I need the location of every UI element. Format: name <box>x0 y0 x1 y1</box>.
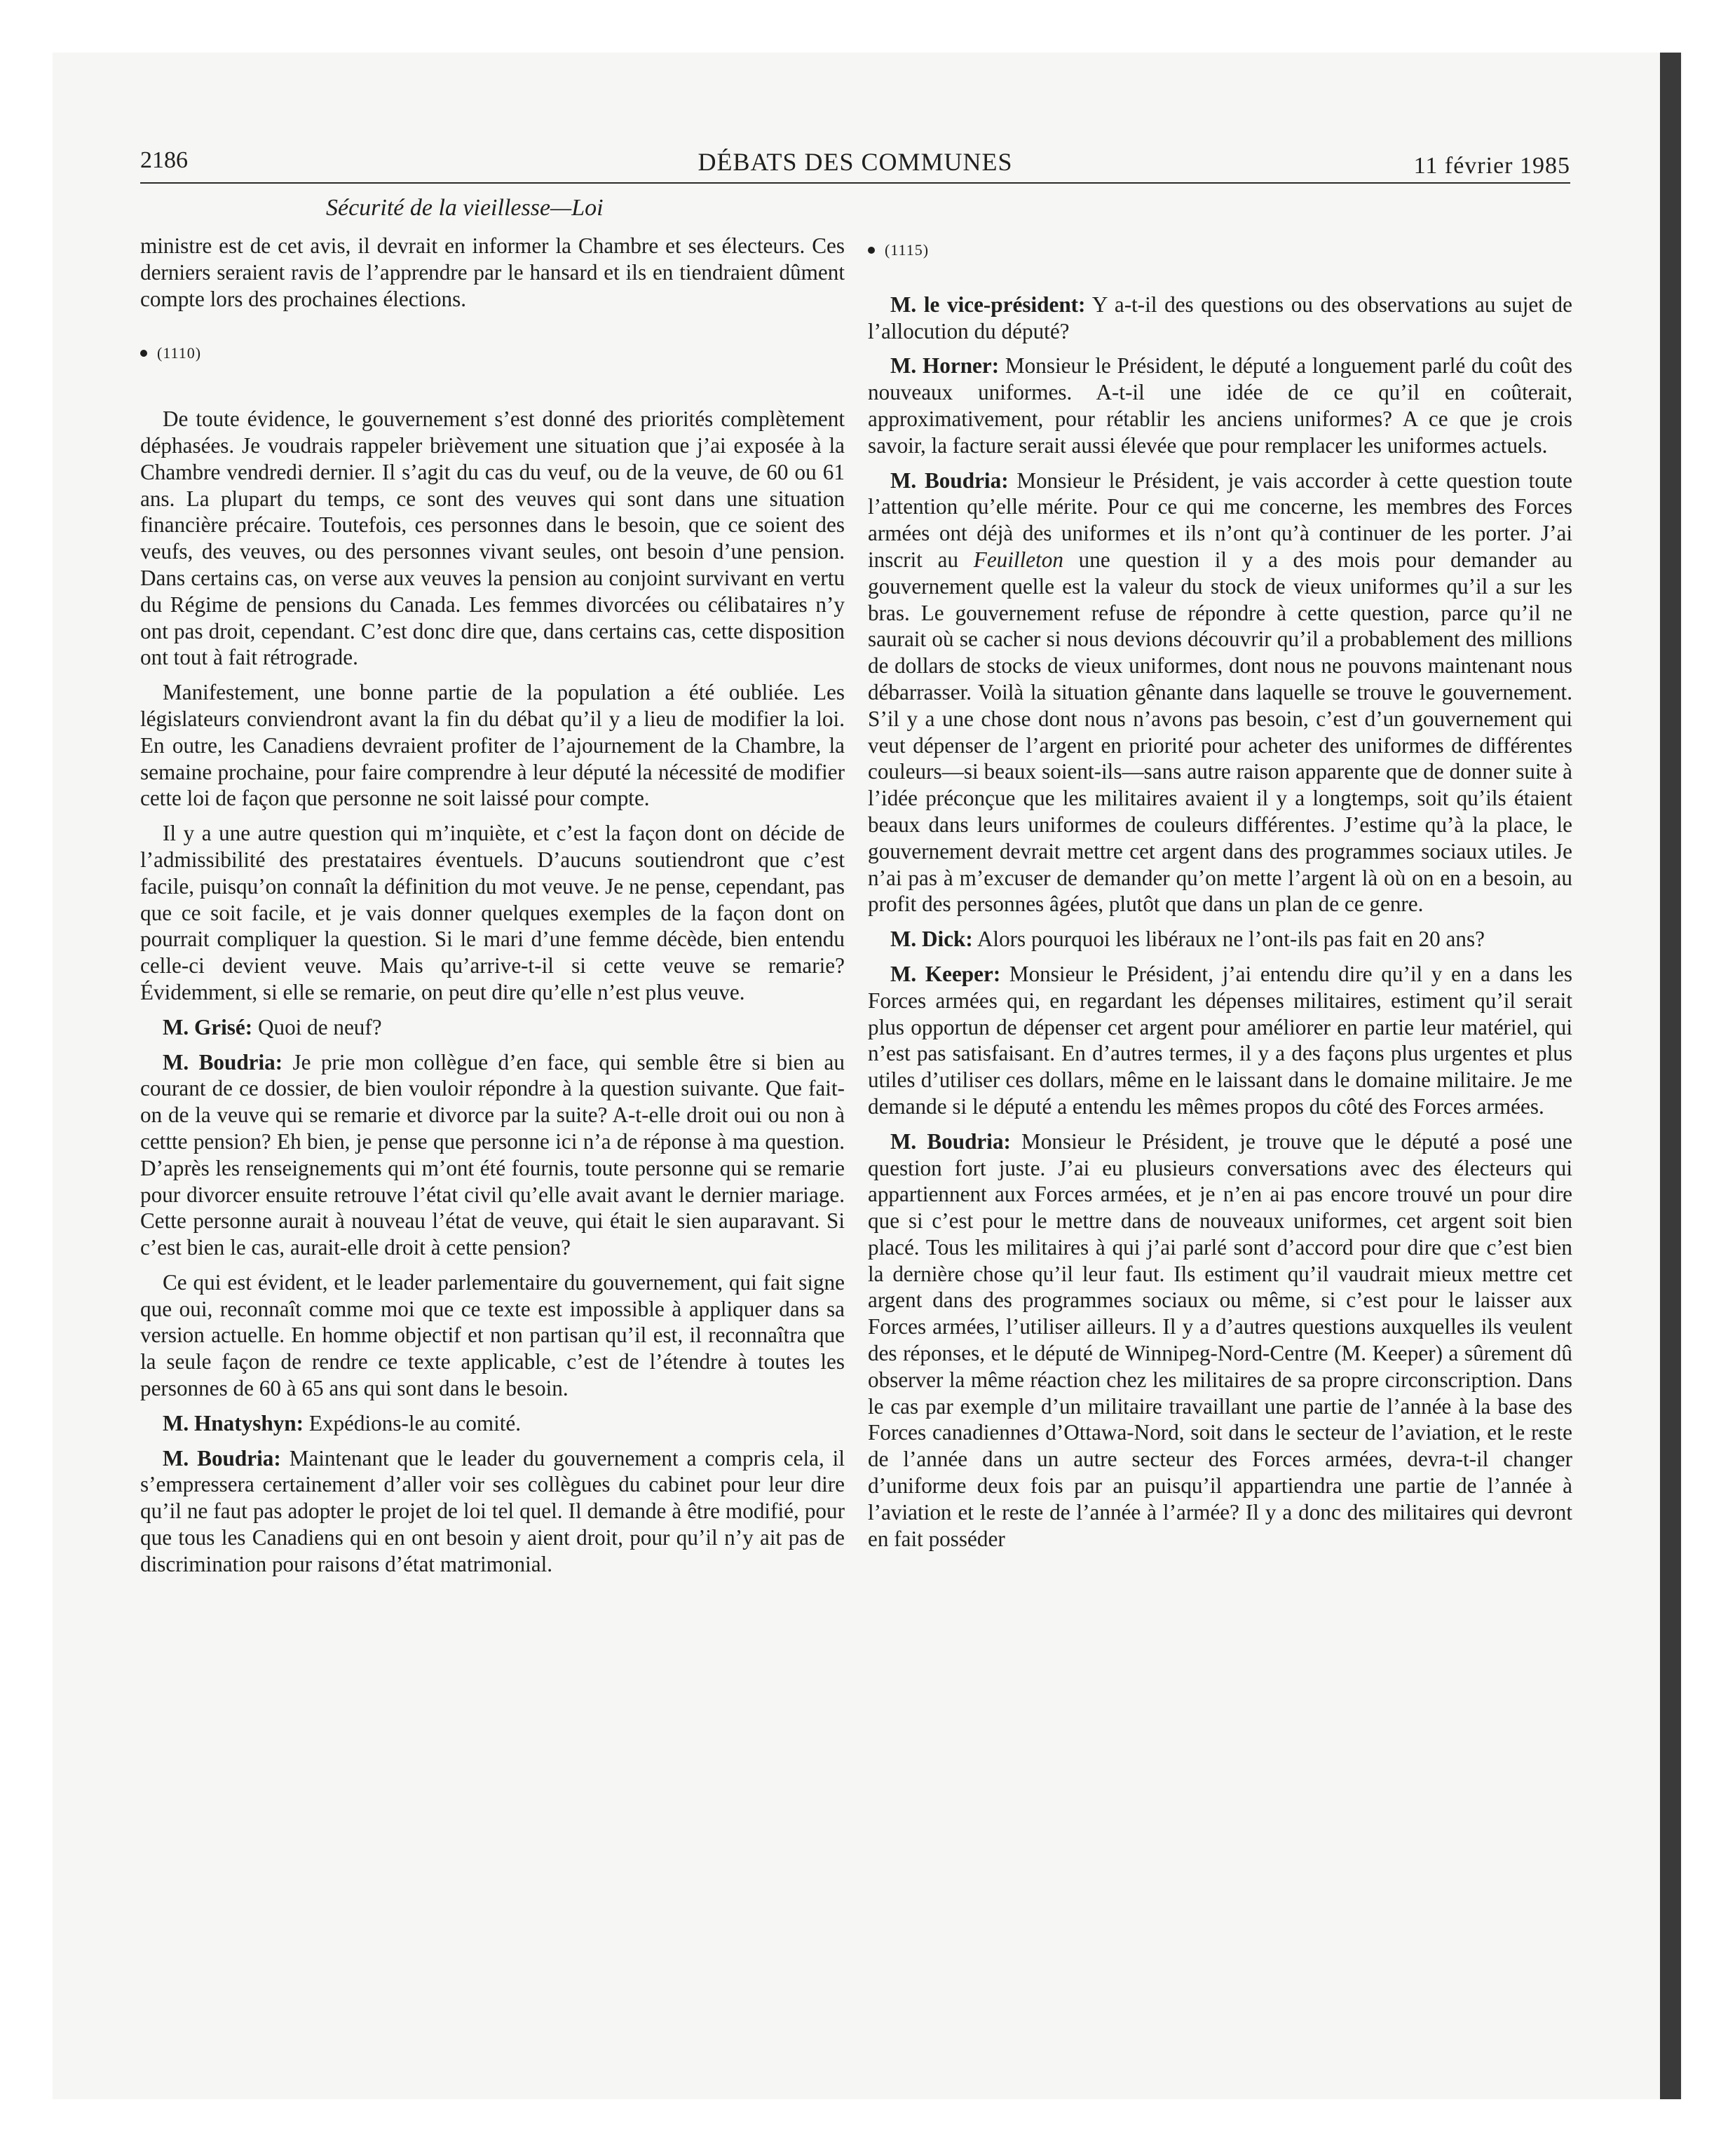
speech <box>868 353 1572 458</box>
speech-text: Monsieur le Président, le député a longuement parlé du coût des nouveaux uniformes. A-t-il une idée de ce qu’il en coûterait, approximativement, pour rétablir les anciens uniformes? A ce que je crois savoir, la facture serait aussi élevée que pour remplacer les uniformes actuels. <box>868 353 1573 458</box>
paragraph: Manifestement, une bonne partie de la population a été oubliée. Les législateurs conviendront avant la fin du débat qu’il y a lieu de modifier la loi. En outre, les Canadiens devraient profiter de l’ajournement de la Chambre, la semaine prochaine, pour faire comprendre à leur député la nécessité de modifier cette loi de façon que personne ne soit laissé pour compte. <box>140 680 845 811</box>
speech <box>140 1014 845 1041</box>
paragraph: De toute évidence, le gouvernement s’est donné des priorités complètement déphasées. Je voudrais rappeler brièvement une situation que j’ai exposée à la Chambre vendredi dernier. Il s’agit du cas du veuf, ou de la veuve, de 60 ou 61 ans. La plupart du temps, ce sont des veuves qui sont dans une situation financière précaire. Toutefois, ces personnes dans le besoin, que ce soient des veufs, des veuves, ou des personnes vivant seules, ont besoin d’une pension. Dans certains cas, on verse aux veuves la pension au conjoint survivant en vertu du Régime de pensions du Canada. Les femmes divorcées ou célibataires n’y ont pas droit, cependant. C’est donc dire que, dans certains cas, cette disposition ont tout à fait rétrograde. <box>140 407 845 670</box>
scan-edge-bar <box>1660 53 1681 2099</box>
publication-title: Feuilleton <box>973 547 1063 572</box>
speaker-name: M. Boudria: <box>890 468 1009 493</box>
speaker-name: M. Horner: <box>890 353 1000 378</box>
speech <box>140 1445 845 1578</box>
speech <box>868 961 1572 1120</box>
time-marker <box>140 340 845 367</box>
running-title: DÉBATS DES COMMUNES <box>698 148 1013 176</box>
speech <box>140 1049 845 1261</box>
right-column <box>868 233 1572 1560</box>
time-marker <box>868 237 1572 264</box>
paragraph: Il y a une autre question qui m’inquiète, et c’est la façon dont on décide de l’admissibilité des prestataires éventuels. D’aucuns soutiendront que c’est facile, puisqu’on connaît la définition du mot veuve. Je ne pense, cependant, pas que ce soit facile, et je vais donner quelques exemples de la façon dont on pourrait compliquer la question. Si le mari d’une femme décède, bien entendu celle-ci devient veuve. Mais qu’arrive-t-il si cette veuve se remarie? Évidemment, si elle se remarie, on peut dire qu’elle n’est plus veuve. <box>140 821 845 1004</box>
speech-text: Expédions-le au comité. <box>308 1410 522 1435</box>
speech-text: Y a-t-il des questions ou des observations au sujet de l’allocution du député? <box>868 292 1572 343</box>
speech-text: Monsieur le Président, je vais accorder à cette question toute l’attention qu’elle mérite. Pour ce qui me concerne, les membres des Forces armées ont déjà des uniformes et ils n’ont qu’à continuer de les porter. J’ai inscrit au <box>868 468 1573 572</box>
page-header <box>140 142 1570 184</box>
speech <box>868 1128 1572 1553</box>
section-title: Sécurité de la vieillesse—Loi <box>326 195 604 221</box>
speaker-name: M. Grisé: <box>163 1014 253 1039</box>
speech-text: Monsieur le Président, je trouve que le député a posé une question fort juste. J’ai eu plusieurs conversations avec des électeurs qui appartiennent aux Forces armées, et je n’en ai pas encore trouvé un pour dire que si c’est pour le mettre dans de nouveaux uniformes, cet argent soit bien placé. Tous les militaires à qui j’ai parlé sont d’accord pour dire que c’est bien la dernière chose qu’il leur faut. Ils estiment qu’il vaudrait mieux mettre cet argent dans des programmes sociaux ou même, si c’est pour le laisser aux Forces armées, l’utiliser ailleurs. Il y a d’autres questions auxquelles ils veulent des réponses, et le député de Winnipeg-Nord-Centre (M. Keeper) a sûrement dû observer la même réaction chez les militaires de sa propre circonscription. Dans le cas par exemple d’un militaire travaillant une partie de l’année à la base des Forces canadiennes d’Ottawa-Nord, soit dans le secteur de l’aviation, et le reste de l’année dans un autre secteur des Forces armées, devra-t-il changer d’uniforme deux fois par an puisqu’il appartiendra une partie de l’année à l’aviation et le reste de l’année à l’armée? Il y a donc des militaires qui devront en fait posséder <box>868 1128 1572 1551</box>
left-column <box>140 233 845 1586</box>
speech <box>140 1410 845 1437</box>
speech-text: Alors pourquoi les libéraux ne l’ont-ils pas fait en 20 ans? <box>977 927 1485 952</box>
bullet-icon <box>868 247 875 254</box>
speaker-name: M. Boudria: <box>163 1445 281 1471</box>
speaker-name: M. Boudria: <box>890 1128 1011 1154</box>
header-date: 11 février 1985 <box>1413 153 1570 179</box>
paragraph: Ce qui est évident, et le leader parlementaire du gouvernement, qui fait signe que oui, reconnaît comme moi que ce texte est impossible à appliquer dans sa version actuelle. En homme objectif et non partisan qu’il est, il reconnaîtra que la seule façon de rendre ce texte applicable, c’est de l’étendre à toutes les personnes de 60 à 65 ans qui sont dans le besoin. <box>140 1269 845 1401</box>
paragraph: ministre est de cet avis, il devrait en informer la Chambre et ses électeurs. Ces derniers seraient ravis de l’apprendre par le hansard et ils en tiendraient dûment compte lors des prochaines élections. <box>140 233 845 311</box>
speech-text: une question il y a des mois pour demander au gouvernement quelle est la valeur du stock de vieux uniformes qu’il a sur les bras. Le gouvernement refuse de répondre à cette question, parce qu’il ne saurait où se cacher si nous devions découvrir qu’il a probablement des millions de dollars de stocks de vieux uniformes, dont nous ne pouvons maintenant nous débarrasser. Voilà la situation gênante dans laquelle se trouve le gouvernement. S’il y a une chose dont nous n’avons pas besoin, c’est d’un gouvernement qui veut dépenser de l’argent en priorité pour acheter des uniformes de différentes couleurs—si beaux soient-ils—sans autre raison apparente que de donner suite à l’idée préconçue que les militaires avaient il y a longtemps, soit qu’ils étaient beaux dans leurs uniformes de couleurs différentes. J’estime qu’à la place, le gouvernement devrait mettre cet argent dans des programmes sociaux utiles. Je n’ai pas à m’excuser de demander qu’on mette l’argent là où on en a besoin, au profit des personnes âgées, plutôt que dans un plan de ce genre. <box>868 547 1573 917</box>
speaker-name: M. Dick: <box>890 927 973 952</box>
speech-text: Je prie mon collègue d’en face, qui semble être si bien au courant de ce dossier, de bien vouloir répondre à la question suivante. Que fait-on de la veuve qui se remarie et divorce par la suite? A-t-elle droit oui ou non à cettte pension? Eh bien, je pense que personne ici n’a de réponse à ma question. D’après les renseignements qui m’ont été fournis, toute personne qui se remarie pour divorcer ensuite retrouve l’état civil qu’elle avait avant le dernier mariage. Cette personne aurait à nouveau l’état de veuve, qui était le sien auparavant. Si c’est bien le cas, aurait-elle droit à cette pension? <box>140 1049 845 1260</box>
speaker-name: M. Boudria: <box>163 1049 283 1074</box>
speech <box>868 926 1572 953</box>
speaker-name: M. Keeper: <box>890 961 1001 986</box>
page-number: 2186 <box>140 147 188 173</box>
bullet-icon <box>140 350 147 357</box>
speech-text: Quoi de neuf? <box>257 1014 382 1039</box>
speech <box>868 292 1572 345</box>
speech-text: Monsieur le Président, j’ai entendu dire qu’il y en a dans les Forces armées qui, en regardant les dépenses militaires, estiment qu’il serait plus opportun de dépenser cet argent pour améliorer en partie leur matériel, qui n’est pas satisfaisant. En d’autres termes, il y a des façons plus urgentes et plus utiles d’utiliser ces dollars, même en le laissant dans le domaine militaire. Je me demande si le député a entendu les mêmes propos du côté des Forces armées. <box>868 961 1572 1119</box>
time-marker-label: (1115) <box>885 241 930 259</box>
time-marker-label: (1110) <box>157 344 202 362</box>
speech <box>868 468 1572 918</box>
speaker-name: M. le vice-président: <box>890 292 1086 317</box>
speaker-name: M. Hnatyshyn: <box>163 1410 304 1435</box>
speech-text: Maintenant que le leader du gouvernement a compris cela, il s’empressera certainement d’aller voir ses collègues du cabinet pour leur dire qu’il ne faut pas adopter le projet de loi tel quel. Il demande à être modifié, pour que tous les Canadiens qui en ont besoin y aient droit, pour qu’il n’y ait pas de discrimination pour raisons d’état matrimonial. <box>140 1445 845 1576</box>
